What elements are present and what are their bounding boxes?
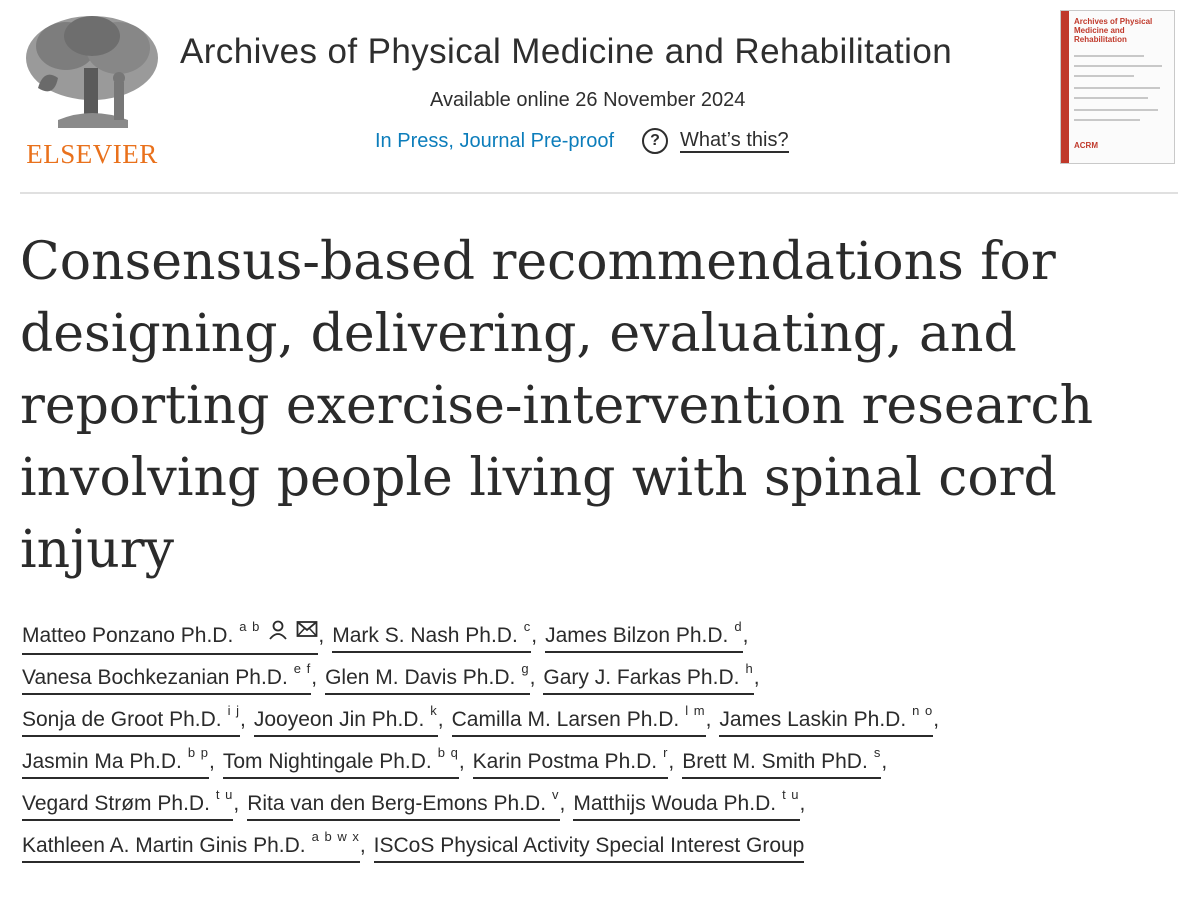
- affiliation-refs: t u: [782, 787, 800, 802]
- cover-line: [1074, 119, 1140, 121]
- elsevier-logo[interactable]: [18, 8, 166, 168]
- author-name: Jasmin Ma Ph.D.: [22, 750, 182, 773]
- cover-line: [1074, 87, 1160, 89]
- affiliation-refs: a b: [239, 619, 261, 634]
- author-line: Jasmin Ma Ph.D. $^{b p}$ , Tom Nightingale Ph.D. $^{b q}$ , Karin Postma Ph.D. $^r$ , Brett M. Smith PhD. $^s$ ,: [22, 750, 1182, 792]
- author-name: Tom Nightingale Ph.D.: [222, 750, 432, 773]
- cover-line: [1074, 75, 1134, 77]
- person-icon: [268, 620, 288, 646]
- author-name: Vanesa Bochkezanian Ph.D.: [22, 666, 288, 689]
- author-link[interactable]: [22, 619, 318, 655]
- affiliation-refs: c: [523, 619, 532, 634]
- publication-status-bar: [375, 124, 789, 158]
- question-mark-icon: ?: [642, 128, 668, 154]
- author-link[interactable]: [22, 745, 209, 779]
- author-name: Sonja de Groot Ph.D.: [22, 708, 222, 731]
- author-link[interactable]: [253, 703, 438, 737]
- author-link[interactable]: [545, 619, 743, 653]
- cover-badge: ACRM: [1074, 141, 1098, 150]
- author-line: Vanesa Bochkezanian Ph.D. $^{e f}$ , Glen M. Davis Ph.D. $^g$ , Gary J. Farkas Ph.D. $^h$ ,: [22, 666, 1182, 708]
- author-name: James Bilzon Ph.D.: [545, 624, 729, 647]
- cover-spine: [1061, 11, 1069, 163]
- author-name: James Laskin Ph.D.: [719, 708, 907, 731]
- affiliation-refs: r: [663, 745, 669, 760]
- article-title: Consensus-based recommendations for designing, delivering, evaluating, and reporting exercise-intervention research involving people living with spinal cord injury: [20, 232, 1094, 580]
- affiliation-refs: s: [873, 745, 882, 760]
- author-name: Glen M. Davis Ph.D.: [325, 666, 516, 689]
- affiliation-refs: l m: [685, 703, 706, 718]
- author-name: Vegard Strøm Ph.D.: [22, 792, 210, 815]
- affiliation-refs: g: [521, 661, 530, 676]
- in-press-link[interactable]: In Press, Journal Pre-proof: [375, 129, 614, 152]
- author-name: Camilla M. Larsen Ph.D.: [451, 708, 680, 731]
- affiliation-refs: e f: [293, 661, 312, 676]
- author-name: Kathleen A. Martin Ginis Ph.D.: [22, 834, 306, 857]
- author-name: ISCoS Physical Activity Special Interest Group: [373, 834, 805, 857]
- whats-this-label: What’s this?: [680, 129, 789, 151]
- affiliation-refs: b q: [437, 745, 459, 760]
- whats-this-button[interactable]: [642, 128, 789, 154]
- affiliation-refs: t u: [215, 787, 234, 802]
- author-link[interactable]: [332, 619, 532, 653]
- author-name: Brett M. Smith PhD.: [682, 750, 868, 773]
- affiliation-refs: k: [430, 703, 438, 718]
- affiliation-refs: n o: [912, 703, 934, 718]
- author-link[interactable]: [22, 787, 234, 821]
- affiliation-refs: i j: [227, 703, 241, 718]
- affiliation-refs: b p: [187, 745, 209, 760]
- available-online-date: Available online 26 November 2024: [430, 89, 746, 111]
- cover-title: Archives of Physical Medicine and Rehabilitation: [1074, 17, 1153, 44]
- author-line: Kathleen A. Martin Ginis Ph.D. $^{a b w x}$ , ISCoS Physical Activity Special Interest Group: [22, 834, 1182, 876]
- author-link[interactable]: [573, 787, 800, 821]
- affiliation-refs: h: [745, 661, 754, 676]
- author-link[interactable]: [22, 661, 312, 695]
- author-link[interactable]: [451, 703, 706, 737]
- tree-of-knowledge-icon: [18, 8, 166, 136]
- author-link[interactable]: [22, 829, 360, 863]
- author-line: Matteo Ponzano Ph.D. $^{a b}$ , Mark S. Nash Ph.D. $^c$ , James Bilzon Ph.D. $^d$ ,: [22, 624, 1182, 666]
- header-divider: [20, 192, 1178, 194]
- author-link[interactable]: [374, 834, 805, 863]
- author-link[interactable]: [472, 745, 669, 779]
- affiliation-refs: d: [734, 619, 743, 634]
- cover-line: [1074, 109, 1158, 111]
- cover-line: [1074, 55, 1144, 57]
- author-name: Matteo Ponzano Ph.D.: [22, 624, 234, 647]
- elsevier-wordmark: ELSEVIER: [26, 139, 158, 169]
- author-name: Karin Postma Ph.D.: [472, 750, 658, 773]
- cover-line: [1074, 65, 1162, 67]
- author-link[interactable]: [682, 745, 882, 779]
- author-link[interactable]: [325, 661, 530, 695]
- author-link[interactable]: [719, 703, 934, 737]
- author-list: [22, 619, 1182, 876]
- journal-title[interactable]: Archives of Physical Medicine and Rehabilitation: [180, 32, 953, 71]
- author-name: Gary J. Farkas Ph.D.: [543, 666, 740, 689]
- author-name: Rita van den Berg-Emons Ph.D.: [247, 792, 547, 815]
- journal-cover-thumbnail[interactable]: [1060, 10, 1175, 164]
- author-line: Vegard Strøm Ph.D. $^{t u}$ , Rita van den Berg-Emons Ph.D. $^v$ , Matthijs Wouda Ph.D. $^{t u}$ ,: [22, 792, 1182, 834]
- author-link[interactable]: [247, 787, 560, 821]
- author-name: Matthijs Wouda Ph.D.: [573, 792, 777, 815]
- affiliation-refs: a b w x: [311, 829, 360, 844]
- author-name: Mark S. Nash Ph.D.: [332, 624, 518, 647]
- author-link[interactable]: [22, 703, 241, 737]
- author-link[interactable]: [222, 745, 459, 779]
- author-name: Jooyeon Jin Ph.D.: [253, 708, 425, 731]
- cover-line: [1074, 97, 1148, 99]
- author-line: Sonja de Groot Ph.D. $^{i j}$ , Jooyeon Jin Ph.D. $^k$ , Camilla M. Larsen Ph.D. $^{l m}$ , James Laskin Ph.D. $^{n o}$ ,: [22, 708, 1182, 750]
- affiliation-refs: v: [552, 787, 560, 802]
- mail-icon: [296, 620, 318, 644]
- author-link[interactable]: [543, 661, 754, 695]
